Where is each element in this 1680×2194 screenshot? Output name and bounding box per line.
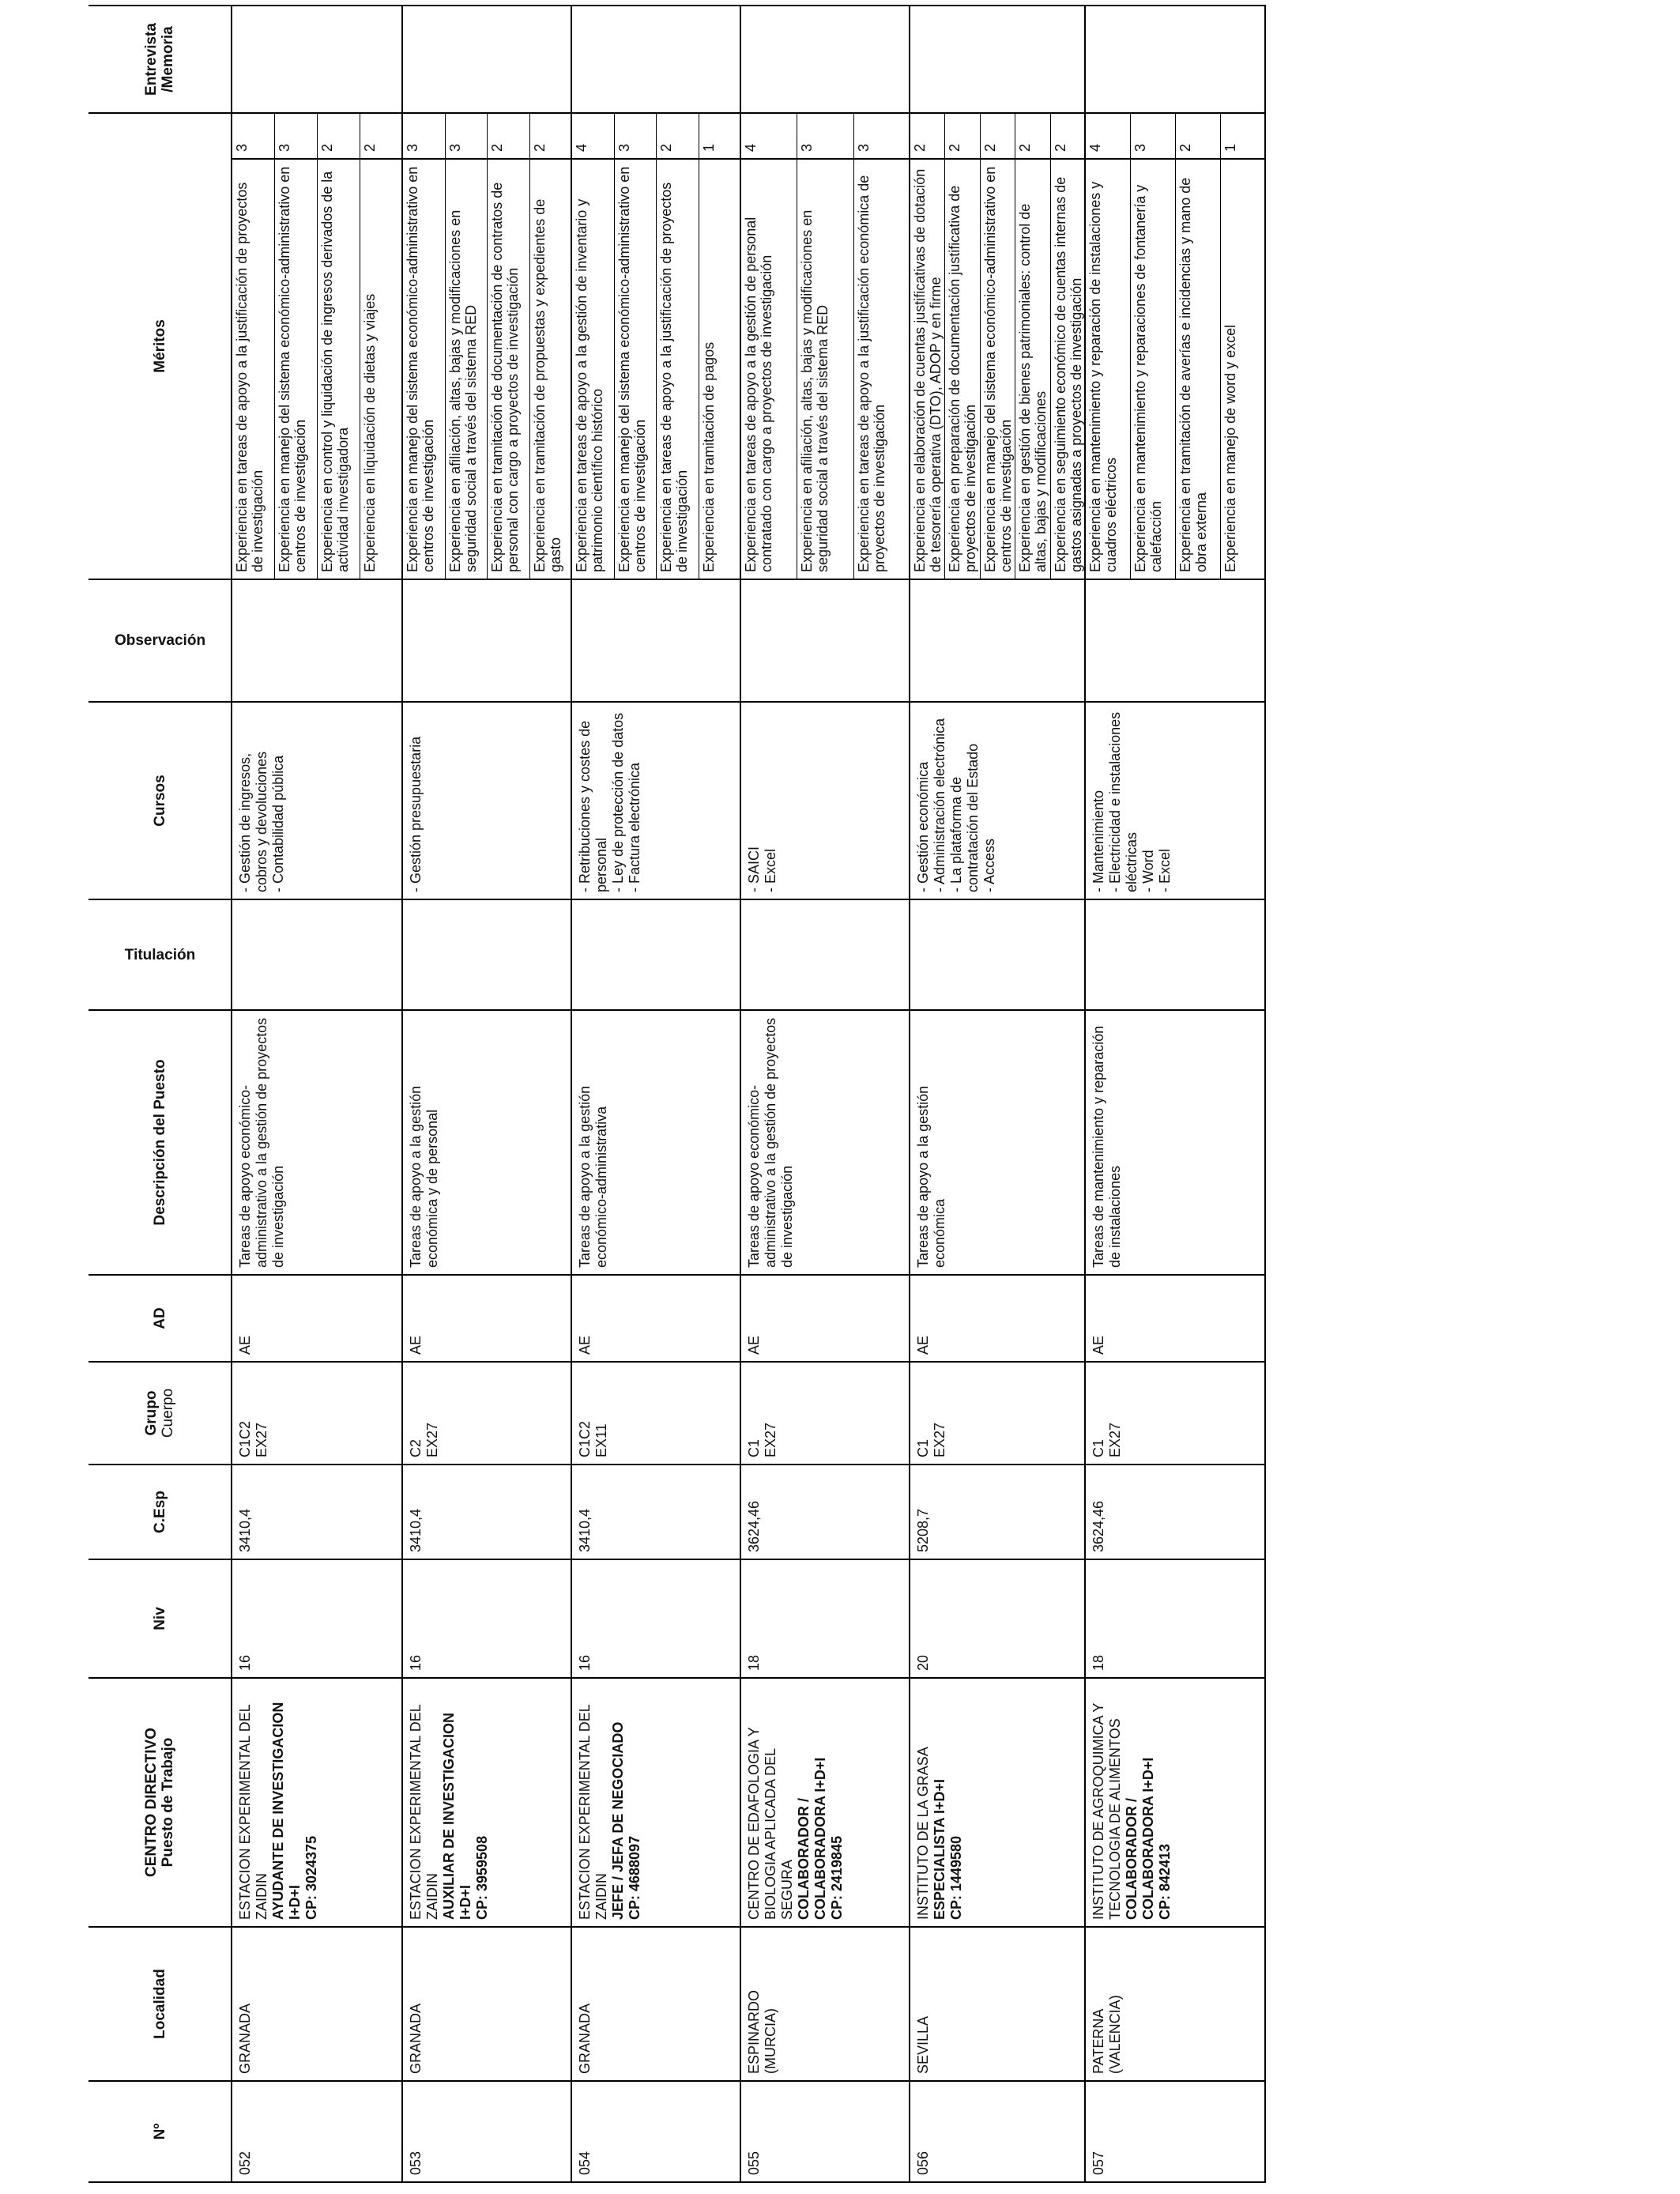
merito-points: 2 xyxy=(1176,112,1220,160)
curso-item: - Access xyxy=(981,838,997,892)
cell-ad: AE xyxy=(572,1274,740,1361)
merito-points: 3 xyxy=(446,112,488,160)
merito-text: Experiencia en tareas de apoyo a la justificación de proyectos de investigación xyxy=(658,182,690,572)
cell-cursos xyxy=(1086,701,1264,899)
merito-row xyxy=(275,112,318,579)
curso-item: - Retribuciones y costes de personal xyxy=(577,720,609,892)
grupo-cuerpo: EX27 xyxy=(932,1422,947,1457)
merito-points: 4 xyxy=(1086,112,1130,160)
cell-observacion xyxy=(1086,579,1264,701)
grupo-cuerpo: EX27 xyxy=(254,1422,269,1457)
curso-item: - Mantenimiento xyxy=(1090,790,1106,892)
merito-text: Experiencia en manejo del sistema económico-administrativo en centros de investigación xyxy=(981,166,1014,572)
cell-grupo xyxy=(403,1361,571,1464)
merito-points: 3 xyxy=(797,112,853,160)
merito-text: Experiencia en tramitación de pagos xyxy=(700,341,717,572)
cell-titulacion xyxy=(910,899,1084,1009)
cell-ad: AE xyxy=(232,1274,401,1361)
cell-niv: 18 xyxy=(741,1559,909,1677)
merito-points: 3 xyxy=(854,112,909,160)
cell-centro xyxy=(741,1677,909,1926)
merito-row xyxy=(446,112,488,579)
cell-observacion xyxy=(741,579,909,701)
cell-cursos xyxy=(403,701,571,899)
cell-localidad: PATERNA (VALENCIA) xyxy=(1086,1926,1264,2080)
curso-item: - Excel xyxy=(1157,848,1173,892)
merito-points: 3 xyxy=(1131,112,1175,160)
header-observacion: Observación xyxy=(89,579,231,701)
merito-points: 1 xyxy=(1221,112,1264,160)
centro-puesto: COLABORADOR / COLABORADORA I+D+I xyxy=(796,1757,828,1920)
curso-item: - La plataforma de contratación del Estado xyxy=(948,743,981,892)
header-n: Nº xyxy=(89,2080,231,2183)
centro-cp: CP: 4688097 xyxy=(627,1835,642,1920)
merito-points: 3 xyxy=(403,112,445,160)
merito-row xyxy=(1221,112,1264,579)
grupo-cuerpo: EX27 xyxy=(424,1422,440,1457)
cell-n: 055 xyxy=(741,2080,909,2183)
cell-grupo xyxy=(572,1361,740,1464)
merito-points: 2 xyxy=(945,112,979,160)
merito-text: Experiencia en seguimiento económico de cuentas internas de gastos asignadas a proyectos de investigación xyxy=(1052,176,1084,572)
header-localidad: Localidad xyxy=(89,1926,231,2080)
cell-n: 056 xyxy=(910,2080,1084,2183)
merito-text: Experiencia en afiliación, altas, bajas y modificaciones en seguridad social a través del sistema RED xyxy=(446,209,479,572)
merito-text: Experiencia en tramitación de propuestas y expedientes de gasto xyxy=(531,198,563,572)
cell-entrevista xyxy=(1086,5,1264,112)
curso-item: - Administración electrónica xyxy=(932,718,947,892)
merito-row xyxy=(318,112,360,579)
merito-points: 4 xyxy=(572,112,614,160)
merito-row xyxy=(572,112,615,579)
merito-text: Experiencia en gestión de bienes patrimoniales: control de altas, bajas y modificaciones xyxy=(1017,203,1049,572)
cell-descripcion: Tareas de apoyo económico-administrativo a la gestión de proyectos de investigación xyxy=(232,1009,401,1274)
curso-item: - SAICI xyxy=(746,846,762,892)
merito-points: 4 xyxy=(741,112,797,160)
merito-points: 2 xyxy=(488,112,529,160)
cell-niv: 20 xyxy=(910,1559,1084,1677)
cell-meritos xyxy=(741,112,909,579)
merito-points: 1 xyxy=(699,112,740,160)
header-cesp: C.Esp xyxy=(89,1464,231,1559)
cell-n: 054 xyxy=(572,2080,740,2183)
cell-localidad: SEVILLA xyxy=(910,1926,1084,2080)
grupo-grupo: C1C2 xyxy=(237,1420,253,1457)
merito-text: Experiencia en mantenimiento y reparaciones de fontanería y calefacción xyxy=(1132,184,1164,572)
cell-ad: AE xyxy=(910,1274,1084,1361)
header-titulacion: Titulación xyxy=(89,899,231,1009)
merito-row xyxy=(615,112,657,579)
merito-row xyxy=(910,112,945,579)
header-meritos: Méritos xyxy=(89,112,231,579)
cell-localidad: GRANADA xyxy=(572,1926,740,2080)
cell-titulacion xyxy=(232,899,401,1009)
header-entrevista: Entrevista /Memoria xyxy=(89,5,231,112)
grupo-grupo: C1 xyxy=(746,1438,762,1457)
grupo-cuerpo: EX11 xyxy=(593,1423,609,1457)
merito-row xyxy=(360,112,401,579)
table-row xyxy=(232,5,403,2183)
merito-row xyxy=(1086,112,1131,579)
merito-points: 2 xyxy=(318,112,360,160)
merito-row xyxy=(232,112,275,579)
curso-item: - Ley de protección de datos xyxy=(610,712,626,892)
centro-puesto: COLABORADOR / COLABORADORA I+D+I xyxy=(1124,1757,1156,1920)
merito-points: 3 xyxy=(232,112,274,160)
merito-points: 3 xyxy=(275,112,317,160)
curso-item: - Excel xyxy=(763,848,778,892)
merito-row xyxy=(1051,112,1084,579)
cell-ad: AE xyxy=(1086,1274,1264,1361)
curso-item: - Word xyxy=(1140,850,1156,892)
table-row xyxy=(741,5,910,2183)
merito-text: Experiencia en preparación de documentación justificativa de proyectos de investigación xyxy=(947,185,979,572)
grupo-grupo: C1 xyxy=(1090,1438,1106,1457)
cell-grupo xyxy=(741,1361,909,1464)
centro-cp: CP: 2419845 xyxy=(829,1835,845,1920)
centro-puesto: AYUDANTE DE INVESTIGACION I+D+I xyxy=(270,1702,303,1920)
cell-centro xyxy=(232,1677,401,1926)
merito-points: 2 xyxy=(1051,112,1084,160)
cell-observacion xyxy=(572,579,740,701)
cell-localidad: GRANADA xyxy=(403,1926,571,2080)
centro-cp: CP: 842413 xyxy=(1157,1843,1173,1920)
cell-descripcion: Tareas de apoyo a la gestión económica xyxy=(910,1009,1084,1274)
cell-ad: AE xyxy=(403,1274,571,1361)
merito-text: Experiencia en manejo del sistema económico-administrativo en centros de investigación xyxy=(405,166,436,572)
merito-points: 2 xyxy=(360,112,401,160)
cell-cursos xyxy=(232,701,401,899)
cell-observacion xyxy=(232,579,401,701)
cell-cesp: 3624,46 xyxy=(1086,1464,1264,1559)
merito-row xyxy=(854,112,909,579)
cell-entrevista xyxy=(910,5,1084,112)
curso-item: - Factura electrónica xyxy=(627,762,642,892)
curso-item: - Gestión de ingresos, cobros y devoluciones xyxy=(237,751,269,892)
curso-item: - Contabilidad pública xyxy=(270,755,286,892)
cell-grupo xyxy=(1086,1361,1264,1464)
cell-titulacion xyxy=(572,899,740,1009)
cell-meritos xyxy=(572,112,740,579)
merito-row xyxy=(741,112,797,579)
centro-puesto: JEFE / JEFA DE NEGOCIADO xyxy=(610,1721,626,1920)
merito-points: 2 xyxy=(981,112,1015,160)
cell-entrevista xyxy=(232,5,401,112)
cell-cursos xyxy=(741,701,909,899)
merito-text: Experiencia en elaboración de cuentas justificativas de dotación de tesorería operativa (DTO), ADOP y en firme xyxy=(912,168,944,572)
cell-niv: 16 xyxy=(572,1559,740,1677)
grupo-cuerpo: EX27 xyxy=(763,1422,778,1457)
merito-row xyxy=(699,112,740,579)
merito-text: Experiencia en liquidación de dietas y viajes xyxy=(362,293,378,572)
centro-cp: CP: 1449580 xyxy=(948,1835,964,1920)
header-grupo: Grupo Cuerpo xyxy=(89,1361,231,1464)
cell-centro xyxy=(403,1677,571,1926)
table-row xyxy=(910,5,1086,2183)
merito-text: Experiencia en manejo del sistema económico-administrativo en centros de investigación xyxy=(277,166,308,572)
table-row xyxy=(403,5,572,2183)
cell-n: 057 xyxy=(1086,2080,1264,2183)
cell-niv: 18 xyxy=(1086,1559,1264,1677)
cell-entrevista xyxy=(741,5,909,112)
cell-titulacion xyxy=(1086,899,1264,1009)
cell-cursos xyxy=(910,701,1084,899)
cell-observacion xyxy=(910,579,1084,701)
centro-puesto: AUXILIAR DE INVESTIGACION I+D+I xyxy=(441,1712,473,1920)
merito-text: Experiencia en manejo del sistema económico-administrativo en centros de investigación xyxy=(616,166,648,572)
merito-row xyxy=(657,112,699,579)
cell-grupo xyxy=(232,1361,401,1464)
cell-niv: 16 xyxy=(232,1559,401,1677)
cell-cesp: 3410,4 xyxy=(232,1464,401,1559)
centro-centro: ESTACION EXPERIMENTAL DEL ZAIDIN xyxy=(577,1704,609,1920)
merito-text: Experiencia en control y liquidación de ingresos derivados de la actividad investigadora xyxy=(319,171,351,572)
header-niv: Niv xyxy=(89,1559,231,1677)
merito-text: Experiencia en manejo de word y excel xyxy=(1222,324,1238,572)
merito-points: 2 xyxy=(530,112,571,160)
cell-cesp: 3410,4 xyxy=(572,1464,740,1559)
cell-cesp: 3624,46 xyxy=(741,1464,909,1559)
cell-cesp: 5208,7 xyxy=(910,1464,1084,1559)
centro-cp: CP: 3959508 xyxy=(474,1835,490,1920)
centro-centro: INSTITUTO DE AGROQUIMICA Y TECNOLOGIA DE ALIMENTOS xyxy=(1090,1702,1123,1920)
merito-text: Experiencia en tramitación de documentación de contratos de personal con cargo a proyectos de investigación xyxy=(489,182,521,572)
cell-localidad: ESPINARDO (MURCIA) xyxy=(741,1926,909,2080)
merito-points: 3 xyxy=(615,112,657,160)
merito-row xyxy=(1015,112,1050,579)
cell-localidad: GRANADA xyxy=(232,1926,401,2080)
cell-grupo xyxy=(910,1361,1084,1464)
cell-n: 053 xyxy=(403,2080,571,2183)
merito-row xyxy=(403,112,446,579)
cell-cesp: 3410,4 xyxy=(403,1464,571,1559)
merito-text: Experiencia en tareas de apoyo a la justificación de proyectos de investigación xyxy=(234,182,266,572)
merito-text: Experiencia en afiliación, altas, bajas y modificaciones en seguridad social a través del sistema RED xyxy=(799,209,831,572)
merito-points: 2 xyxy=(1015,112,1049,160)
merito-row xyxy=(1176,112,1221,579)
cell-meritos xyxy=(910,112,1084,579)
cell-observacion xyxy=(403,579,571,701)
merito-text: Experiencia en tramitación de averías e incidencias y mano de obra externa xyxy=(1177,177,1209,572)
rotated-table xyxy=(89,5,1266,2183)
table-row xyxy=(572,5,741,2183)
cell-entrevista xyxy=(572,5,740,112)
grupo-grupo: C1C2 xyxy=(577,1420,593,1457)
header-descripcion: Descripción del Puesto xyxy=(89,1009,231,1274)
centro-centro: CENTRO DE EDAFOLOGIA Y BIOLOGIA APLICADA DEL SEGURA xyxy=(746,1727,795,1920)
cell-titulacion xyxy=(741,899,909,1009)
merito-points: 2 xyxy=(657,112,699,160)
cell-meritos xyxy=(1086,112,1264,579)
cell-niv: 16 xyxy=(403,1559,571,1677)
cell-titulacion xyxy=(403,899,571,1009)
grupo-grupo: C1 xyxy=(915,1438,931,1457)
cell-ad: AE xyxy=(741,1274,909,1361)
merito-text: Experiencia en tareas de apoyo a la justificación económica de proyectos de investigación xyxy=(855,175,887,572)
merito-row xyxy=(530,112,571,579)
cell-descripcion: Tareas de apoyo económico-administrativo a la gestión de proyectos de investigación xyxy=(741,1009,909,1274)
cell-n: 052 xyxy=(232,2080,401,2183)
cell-centro xyxy=(572,1677,740,1926)
merito-points: 2 xyxy=(910,112,944,160)
merito-row xyxy=(797,112,853,579)
merito-row xyxy=(945,112,980,579)
cell-cursos xyxy=(572,701,740,899)
cell-centro xyxy=(910,1677,1084,1926)
cell-entrevista xyxy=(403,5,571,112)
merito-row xyxy=(488,112,530,579)
curso-item: - Gestión presupuestaria xyxy=(408,736,424,892)
cell-meritos xyxy=(403,112,571,579)
centro-cp: CP: 3024375 xyxy=(303,1835,319,1920)
grupo-grupo: C2 xyxy=(408,1438,424,1457)
header-cursos: Cursos xyxy=(89,701,231,899)
cell-descripcion: Tareas de apoyo a la gestión económico-administrativa xyxy=(572,1009,740,1274)
cell-descripcion: Tareas de mantenimiento y reparación de instalaciones xyxy=(1086,1009,1264,1274)
merito-row xyxy=(981,112,1015,579)
centro-puesto: ESPECIALISTA I+D+I xyxy=(932,1778,947,1920)
header-ad: AD xyxy=(89,1274,231,1361)
table-header xyxy=(89,5,232,2183)
table-row xyxy=(1086,5,1266,2183)
centro-centro: ESTACION EXPERIMENTAL DEL ZAIDIN xyxy=(408,1704,440,1920)
centro-centro: INSTITUTO DE LA GRASA xyxy=(915,1747,931,1920)
merito-row xyxy=(1131,112,1176,579)
merito-text: Experiencia en tareas de apoyo a la gestión de personal contratado con cargo a proyectos de investigación xyxy=(743,217,774,572)
cell-centro xyxy=(1086,1677,1264,1926)
cell-meritos xyxy=(232,112,401,579)
merito-text: Experiencia en mantenimiento y reparación de instalaciones y cuadros eléctricos xyxy=(1087,181,1119,572)
header-centro: CENTRO DIRECTIVO Puesto de Trabajo xyxy=(89,1677,231,1926)
cell-descripcion: Tareas de apoyo a la gestión económica y de personal xyxy=(403,1009,571,1274)
curso-item: - Gestión económica xyxy=(915,761,931,892)
merito-text: Experiencia en tareas de apoyo a la gestión de inventario y patrimonio científico histórico xyxy=(574,198,605,572)
curso-item: - Electricidad e instalaciones eléctricas xyxy=(1107,711,1139,892)
centro-centro: ESTACION EXPERIMENTAL DEL ZAIDIN xyxy=(237,1704,269,1920)
grupo-cuerpo: EX27 xyxy=(1107,1422,1123,1457)
